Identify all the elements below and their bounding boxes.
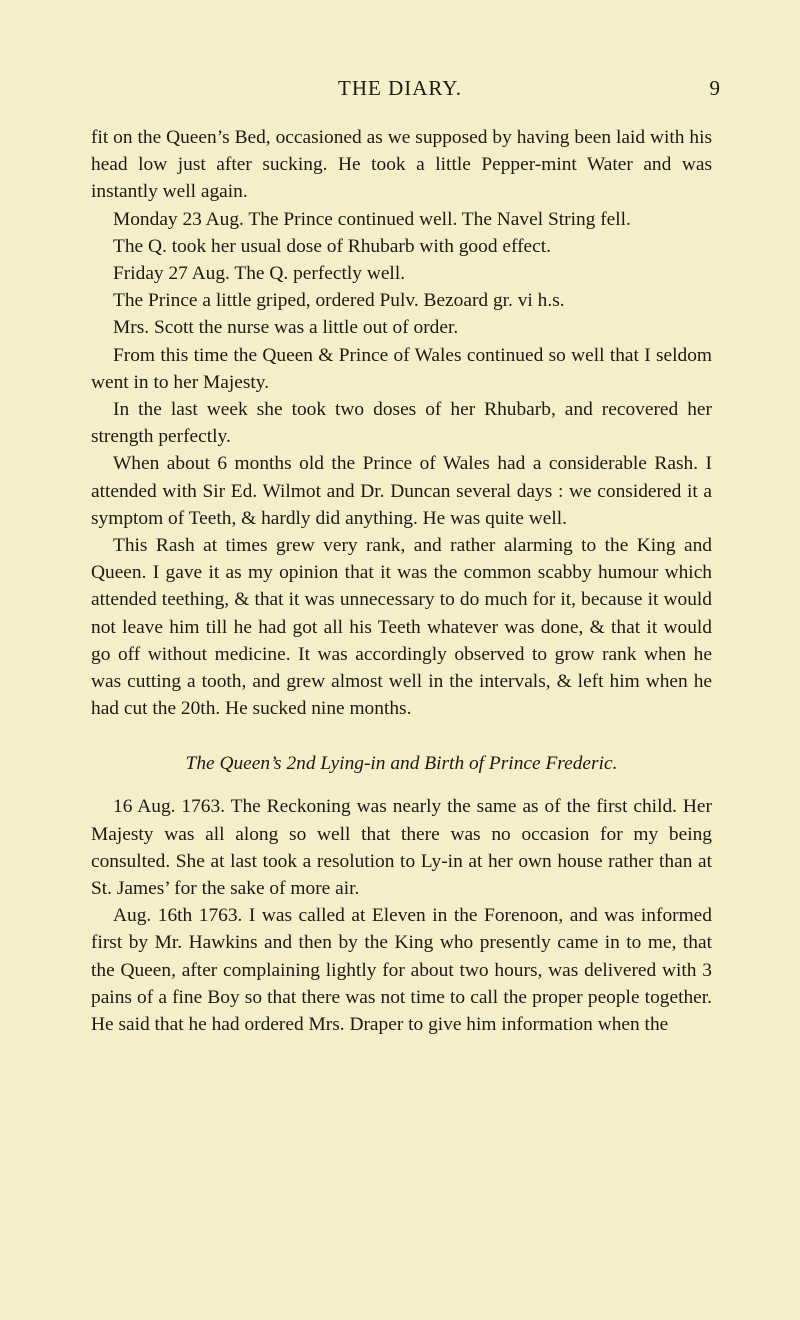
paragraph: Monday 23 Aug. The Prince continued well. The Navel String fell.: [113, 208, 631, 230]
paragraph: When about 6 months old the Prince of Wales had a considerable Rash. I attended with Sir Ed. Wilmot and Dr. Duncan several days : we considered it a symptom of Teeth, & hardly did anything. He was quite well.: [91, 453, 712, 529]
paragraph: Mrs. Scott the nurse was a little out of order.: [113, 317, 459, 339]
paragraph: 16 Aug. 1763. The Reckoning was nearly the same as of the first child. Her Majesty was all along so well that there was no occasion for my being consulted. She at last took a resolution to Ly-in at her own house rather than at St. James’ for the sake of more air.: [91, 796, 712, 900]
running-head: THE DIARY.: [338, 76, 462, 100]
paragraph: Aug. 16th 1763. I was called at Eleven in the Forenoon, and was informed first by Mr. Hawkins and then by the King who presently came in to me, that the Queen, after complaining lightly for about two hours, was delivered with 3 pains of a fine Boy so that there was not time to call the proper people together. He said that he had ordered Mrs. Draper to give him information when the: [91, 905, 712, 1036]
paragraph: From this time the Queen & Prince of Wales continued so well that I seldom went in to her Majesty.: [91, 344, 712, 393]
paragraph: Friday 27 Aug. The Q. perfectly well.: [113, 263, 406, 285]
page-number: 9: [709, 76, 720, 100]
paragraph: fit on the Queen’s Bed, occasioned as we supposed by having been laid with his head low just after sucking. He took a little Pepper-mint Water and was instantly well again.: [91, 127, 712, 203]
paragraph: The Q. took her usual dose of Rhubarb with good effect.: [113, 235, 551, 257]
diary-body: [91, 124, 712, 1038]
paragraph: This Rash at times grew very rank, and rather alarming to the King and Queen. I gave it as my opinion that it was the common scabby humour which attended teething, & that it was unnecessary to do much for it, because it would not leave him till he had got all his Teeth whatever was done, & that it would go off without medicine. It was accordingly observed to grow rank when he was cutting a tooth, and grew almost well in the intervals, & left him when he had cut the 20th. He sucked nine months.: [91, 535, 712, 720]
paragraph: In the last week she took two doses of her Rhubarb, and recovered her strength perfectly.: [91, 399, 712, 448]
paragraph: The Prince a little griped, ordered Pulv. Bezoard gr. vi h.s.: [113, 290, 565, 312]
page-header: [0, 73, 800, 103]
section-heading: The Queen’s 2nd Lying-in and Birth of Prince Frederic.: [185, 753, 618, 775]
